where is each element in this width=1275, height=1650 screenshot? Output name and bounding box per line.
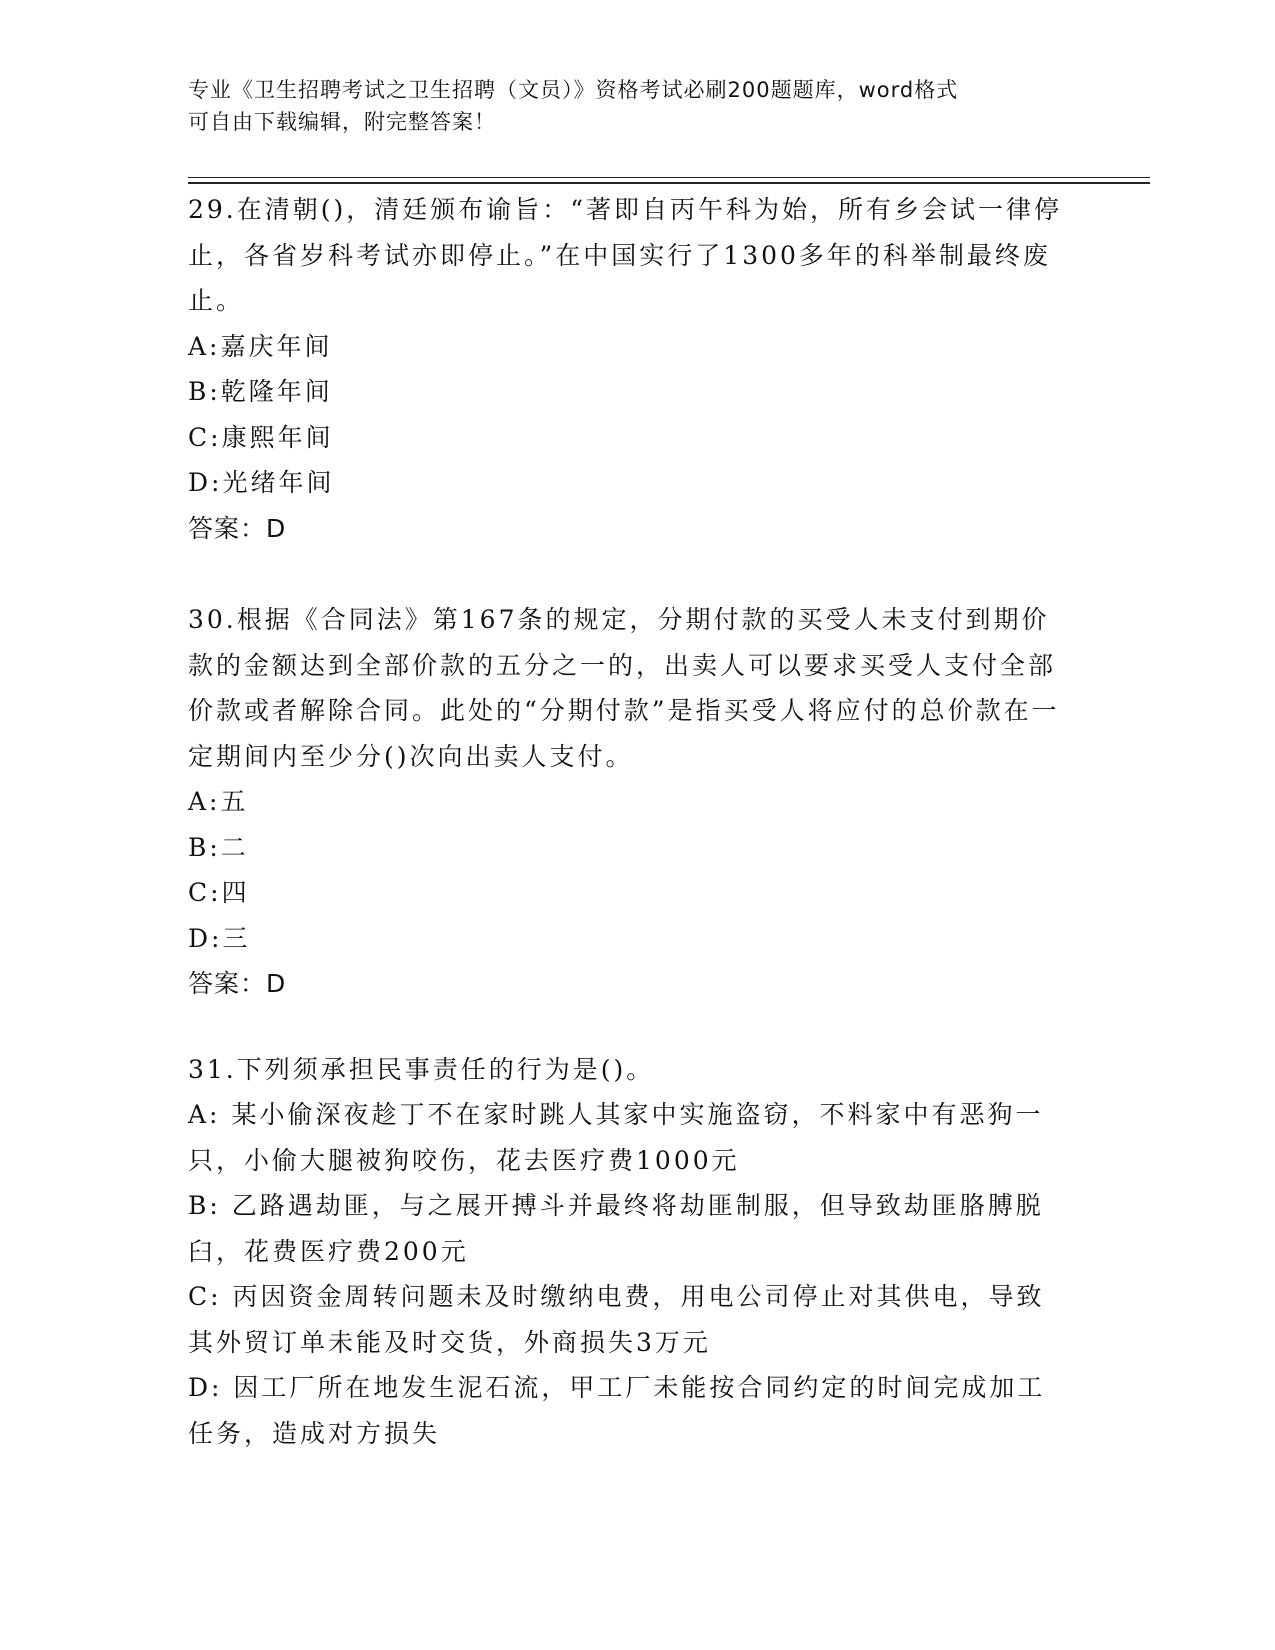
question-text: 29.在清朝()，清廷颁布谕旨：“著即自丙午科为始，所有乡会试一律停止，各省岁科考试亦即停止。”在中国实行了1300多年的科举制最终废止。 [188, 195, 1063, 315]
question-list [188, 187, 1068, 1456]
option-b [188, 369, 1068, 415]
option-text: 乙路遇劫匪，与之展开搏斗并最终将劫匪制服，但导致劫匪胳膊脱臼，花费医疗费200元 [188, 1191, 1044, 1266]
document-header [188, 74, 1068, 138]
option-label: C: [188, 422, 222, 452]
option-label: C: [188, 878, 222, 907]
option-label: B: [188, 377, 221, 406]
question-text: 30.根据《合同法》第167条的规定，分期付款的买受人未支付到期价款的金额达到全部价款的五分之一的，出卖人可以要求买受人支付全部价款或者解除合同。此处的“分期付款”是指买受人将应付的总价款在一定期间内至少分()次向出卖人支付。 [188, 605, 1060, 771]
option-text: 康熙年间 [221, 422, 334, 452]
option-label: D: [188, 468, 223, 497]
option-b [188, 825, 1068, 871]
option-a [188, 779, 1068, 825]
option-label: C: [188, 1282, 222, 1311]
option-label: A: [188, 1100, 221, 1129]
option-text: 丙因资金周转问题未及时缴纳电费，用电公司停止对其供电，导致其外贸订单未能及时交货，外商损失3万元 [188, 1282, 1045, 1357]
header-line-1: 专业《卫生招聘考试之卫生招聘（文员）》资格考试必刷200题题库，word格式 [188, 78, 959, 102]
option-c [188, 1274, 1068, 1365]
answer-line: 答案：D [188, 969, 287, 998]
question-29 [188, 187, 1068, 551]
option-label: B: [188, 1191, 221, 1220]
option-text: 五 [220, 787, 249, 816]
option-text: 嘉庆年间 [220, 331, 333, 361]
answer-line: 答案：D [188, 513, 287, 543]
option-text: 三 [222, 923, 251, 953]
question-31 [188, 1047, 1068, 1457]
question-30 [188, 597, 1068, 1007]
option-label: A: [188, 331, 221, 361]
header-divider-thin [188, 177, 1150, 178]
header-divider-thick [188, 182, 1150, 184]
option-d [188, 916, 1068, 962]
option-a [188, 1092, 1068, 1183]
option-text: 乾隆年间 [220, 377, 333, 406]
option-b [188, 1183, 1068, 1274]
option-text: 二 [220, 832, 249, 862]
option-label: D: [188, 1373, 223, 1402]
option-label: B: [188, 832, 221, 862]
option-c [188, 415, 1068, 461]
option-label: A: [188, 787, 221, 816]
option-c [188, 870, 1068, 916]
header-line-2: 可自由下载编辑，附完整答案！ [188, 110, 496, 134]
option-d [188, 1365, 1068, 1456]
option-a [188, 324, 1068, 370]
option-text: 某小偷深夜趁丁不在家时跳人其家中实施盗窃，不料家中有恶狗一只，小偷大腿被狗咬伤，花去医疗费1000元 [188, 1100, 1044, 1175]
option-text: 四 [221, 878, 250, 907]
question-text: 31.下列须承担民事责任的行为是()。 [188, 1054, 655, 1084]
option-text: 光绪年间 [222, 468, 335, 497]
option-text: 因工厂所在地发生泥石流，甲工厂未能按合同约定的时间完成加工任务，造成对方损失 [188, 1373, 1046, 1448]
option-d [188, 460, 1068, 506]
option-label: D: [188, 923, 223, 953]
